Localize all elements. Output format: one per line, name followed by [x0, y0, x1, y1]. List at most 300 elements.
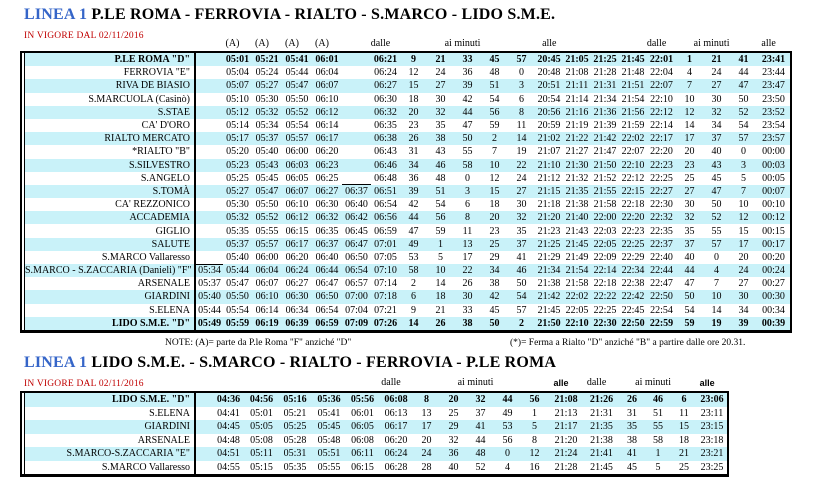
time-cell: 1: [532, 407, 537, 419]
time-cell: 41: [475, 421, 486, 433]
time-cell: 22:14: [650, 120, 673, 132]
time-cell: 35: [627, 421, 637, 433]
time-cell: 05:07: [226, 80, 249, 92]
time-cell: 15: [489, 185, 500, 197]
line-number-label: LINEA 1: [24, 6, 88, 23]
time-cell: 21:50: [537, 317, 561, 329]
station-name: ARSENALE: [25, 434, 195, 448]
time-cell: 07:05: [374, 251, 397, 263]
table-row: [25, 317, 790, 330]
time-cell: 00:30: [762, 291, 785, 303]
time-cell: 05:24: [255, 67, 279, 79]
table-row: [25, 393, 727, 407]
time-cell: 58: [462, 159, 473, 171]
time-cell: 4: [505, 461, 510, 473]
time-cell: 25: [684, 172, 695, 184]
time-cell: 20:48: [537, 67, 561, 79]
time-cell: 6: [411, 291, 416, 303]
time-cell: 20: [684, 146, 695, 158]
timetable1-column-headers: [20, 37, 785, 50]
time-cell: 05:34: [195, 264, 223, 277]
time-cell: 06:35: [315, 225, 339, 237]
time-cell: 52: [475, 461, 486, 473]
time-cell: 21:54: [621, 93, 645, 105]
time-cell: 23:18: [700, 434, 724, 446]
time-cell: 06:39: [285, 317, 309, 329]
time-cell: 47: [462, 120, 473, 132]
time-cell: 05:45: [317, 421, 341, 433]
time-cell: 00:10: [762, 199, 785, 211]
time-cell: 7: [492, 146, 497, 158]
time-cell: 47: [738, 80, 749, 92]
time-cell: 47: [711, 185, 722, 197]
time-cell: 42: [489, 291, 500, 303]
time-cell: 05:25: [226, 172, 249, 184]
time-cell: 05:05: [250, 421, 273, 433]
time-cell: 06:23: [315, 159, 339, 171]
time-cell: 44: [408, 212, 419, 224]
time-cell: 53: [408, 251, 419, 263]
time-cell: 06:07: [285, 185, 309, 197]
time-cell: 06:34: [285, 304, 309, 316]
time-cell: 57: [516, 54, 527, 66]
time-cell: 30: [738, 291, 749, 303]
time-cell: 27: [711, 80, 722, 92]
time-cell: [195, 93, 223, 106]
time-cell: 34: [738, 304, 749, 316]
time-cell: 40: [711, 146, 722, 158]
time-cell: 05:45: [255, 172, 279, 184]
time-cell: 1: [438, 238, 443, 250]
time-cell: 21:31: [593, 80, 617, 92]
time-cell: 24: [711, 67, 722, 79]
time-cell: 06:12: [315, 106, 339, 118]
time-cell: 22:20: [650, 146, 673, 158]
time-cell: 54: [738, 120, 749, 132]
time-cell: [195, 185, 223, 198]
time-cell: 06:05: [285, 172, 309, 184]
time-cell: 22:07: [621, 146, 645, 158]
time-cell: 46: [653, 394, 663, 406]
time-cell: 23: [489, 225, 500, 237]
time-cell: 22:03: [593, 225, 617, 237]
time-cell: 05:25: [283, 421, 307, 433]
time-cell: 00:27: [762, 278, 785, 290]
time-cell: 05:43: [255, 159, 279, 171]
time-cell: 06:54: [315, 304, 339, 316]
time-cell: 13: [421, 407, 432, 419]
time-cell: 23:21: [700, 448, 724, 460]
time-cell: 38: [489, 278, 500, 290]
station-name: RIVA DE BIASIO: [25, 79, 195, 92]
column-group-label: alle: [699, 377, 715, 388]
time-cell: 21:25: [593, 54, 617, 66]
time-cell: 06:15: [285, 225, 309, 237]
time-cell: 06:25: [315, 172, 339, 184]
time-cell: 34: [489, 265, 500, 277]
time-cell: 05:08: [250, 434, 273, 446]
time-cell: 12: [684, 106, 695, 118]
time-cell: 06:56: [374, 212, 397, 224]
time-cell: 06:14: [315, 120, 339, 132]
time-cell: 43: [711, 159, 722, 171]
station-name: LIDO S.M.E. "D": [25, 393, 195, 407]
time-cell: 06:17: [285, 238, 309, 250]
time-cell: 22:50: [621, 317, 645, 329]
time-cell: 53: [502, 421, 513, 433]
time-cell: [195, 393, 212, 407]
table-row: [25, 159, 790, 172]
column-group-label: ai minuti: [635, 377, 671, 388]
time-cell: 22:10: [565, 317, 589, 329]
time-cell: 00:12: [762, 212, 785, 224]
table-row: [25, 106, 790, 119]
timetable2-column-headers: [20, 376, 722, 389]
time-cell: 05:04: [226, 67, 249, 79]
time-cell: 22:18: [593, 278, 617, 290]
time-cell: 24: [738, 265, 749, 277]
time-cell: 22:10: [650, 93, 673, 105]
time-cell: 06:24: [285, 265, 309, 277]
time-cell: 05:36: [317, 394, 341, 406]
table-row: [25, 251, 790, 264]
time-cell: 22:05: [565, 304, 589, 316]
time-cell: 21: [711, 54, 722, 66]
time-cell: 5: [438, 251, 443, 263]
route-title: P.LE ROMA - FERROVIA - RIALTO - S.MARCO - LIDO S.M.E.: [91, 6, 556, 23]
station-name: S.MARCO Vallaresso: [25, 251, 195, 264]
time-cell: 32: [684, 212, 695, 224]
time-cell: 06:54: [345, 265, 368, 277]
time-cell: 21:08: [565, 67, 589, 79]
time-cell: 51: [435, 185, 446, 197]
time-cell: 06:40: [315, 251, 339, 263]
time-cell: 06:07: [255, 278, 279, 290]
station-name: P.LE ROMA "D": [25, 53, 195, 66]
time-cell: 33: [462, 304, 473, 316]
table-row: [25, 277, 790, 290]
time-cell: [342, 172, 371, 185]
time-cell: 00:03: [762, 159, 785, 171]
column-group-label: alle: [553, 377, 569, 388]
time-cell: 23:11: [700, 407, 724, 419]
time-cell: 06:00: [255, 251, 279, 263]
time-cell: 21:13: [554, 407, 578, 419]
time-cell: 04:45: [217, 421, 240, 433]
time-cell: 21:20: [554, 434, 578, 446]
time-cell: 05:35: [226, 225, 249, 237]
time-cell: 21:29: [537, 251, 561, 263]
time-cell: 21:42: [593, 133, 617, 145]
time-cell: [195, 145, 223, 158]
time-cell: 18: [435, 291, 446, 303]
header-spacer: [20, 37, 190, 50]
time-cell: 27: [435, 80, 446, 92]
column-group-label: (A): [255, 38, 269, 49]
time-cell: 22:15: [621, 185, 645, 197]
time-cell: 06:03: [285, 159, 309, 171]
table-row: [25, 79, 790, 92]
station-name: S.ANGELO: [25, 172, 195, 185]
time-cell: 06:11: [351, 448, 374, 460]
time-cell: 24: [435, 67, 446, 79]
time-cell: [342, 159, 371, 172]
time-cell: 06:19: [255, 317, 279, 329]
time-cell: 23:52: [762, 106, 785, 118]
time-cell: 06:24: [374, 67, 397, 79]
time-cell: 38: [627, 434, 637, 446]
time-cell: 06:48: [374, 172, 397, 184]
time-cell: 59: [684, 317, 695, 329]
time-cell: 21:14: [565, 93, 589, 105]
time-cell: 22:20: [621, 212, 645, 224]
time-cell: 15: [738, 225, 749, 237]
time-cell: 56: [435, 212, 446, 224]
time-cell: 57: [738, 133, 749, 145]
time-cell: 5: [532, 421, 537, 433]
time-cell: 05:30: [255, 93, 279, 105]
time-cell: 30: [516, 199, 527, 211]
time-cell: 21:28: [554, 461, 578, 473]
table-row: [25, 447, 727, 461]
time-cell: 22: [462, 265, 473, 277]
footnote-a: NOTE: (A)= parte da P.le Roma "F" anziché "D": [165, 338, 352, 348]
time-cell: 06:20: [285, 251, 309, 263]
time-cell: 22:12: [650, 106, 673, 118]
station-name: CA' D'ORO: [25, 119, 195, 132]
time-cell: 11: [462, 225, 473, 237]
time-cell: 05:47: [285, 80, 309, 92]
time-cell: 05:16: [283, 394, 307, 406]
time-cell: 22:04: [650, 67, 673, 79]
time-cell: [342, 106, 371, 119]
time-cell: 06:04: [255, 265, 279, 277]
time-cell: 58: [408, 265, 419, 277]
time-cell: 06:10: [315, 93, 339, 105]
time-cell: [195, 434, 212, 448]
time-cell: 20: [489, 212, 500, 224]
time-cell: 06:44: [315, 265, 339, 277]
time-cell: 06:27: [285, 278, 309, 290]
time-cell: 06:17: [384, 421, 408, 433]
time-cell: 22:07: [650, 80, 673, 92]
time-cell: 06:35: [374, 120, 397, 132]
time-cell: 06:59: [315, 317, 339, 329]
time-cell: 23: [684, 159, 695, 171]
time-cell: 58: [653, 434, 663, 446]
time-cell: 22:25: [621, 238, 645, 250]
time-cell: 45: [711, 172, 722, 184]
time-cell: 50: [738, 93, 749, 105]
station-name: *RIALTO "B": [25, 145, 195, 158]
time-cell: 48: [489, 67, 500, 79]
time-cell: 18: [489, 199, 500, 211]
time-cell: 06:27: [315, 185, 339, 197]
time-cell: 36: [462, 67, 473, 79]
column-group-label: ai minuti: [693, 38, 730, 49]
time-cell: 23:54: [762, 120, 785, 132]
time-cell: 11: [679, 407, 689, 419]
time-cell: 32: [516, 212, 527, 224]
time-cell: 1: [655, 448, 661, 460]
time-cell: 05:56: [350, 394, 375, 406]
header-spacer: [190, 37, 218, 50]
time-cell: 3: [519, 80, 524, 92]
time-cell: 12: [408, 67, 419, 79]
column-group-label: ai minuti: [457, 377, 494, 388]
time-cell: 06:00: [285, 146, 309, 158]
time-cell: 00:07: [762, 185, 785, 197]
time-cell: 06:01: [315, 54, 339, 66]
time-cell: 40: [684, 251, 695, 263]
time-cell: 00:05: [762, 172, 785, 184]
time-cell: 21:51: [621, 80, 645, 92]
time-cell: 22:02: [621, 133, 645, 145]
time-cell: 0: [505, 448, 510, 460]
time-cell: 05:51: [317, 448, 341, 460]
time-cell: 21:18: [537, 199, 561, 211]
table-row: [25, 461, 727, 475]
time-cell: 21:31: [590, 407, 613, 419]
time-cell: 21:56: [621, 106, 645, 118]
time-cell: 30: [462, 291, 473, 303]
time-cell: 52: [711, 212, 722, 224]
time-cell: 05:52: [285, 106, 309, 118]
time-cell: 14: [711, 304, 722, 316]
time-cell: [342, 53, 371, 66]
time-cell: 23:57: [762, 133, 785, 145]
time-cell: 06:24: [384, 448, 408, 460]
time-cell: 17: [421, 421, 432, 433]
time-cell: 5: [655, 461, 661, 473]
station-name: LIDO S.M.E. "D": [25, 317, 195, 330]
station-name: GIGLIO: [25, 224, 195, 237]
time-cell: 10: [711, 291, 722, 303]
time-cell: 21:59: [621, 120, 645, 132]
time-cell: 17: [462, 251, 473, 263]
time-cell: 29: [448, 421, 459, 433]
time-cell: 19: [711, 317, 722, 329]
time-cell: 05:31: [283, 448, 307, 460]
validity-date: IN VIGORE DAL 02/11/2016: [24, 31, 144, 41]
time-cell: 07:04: [345, 304, 368, 316]
time-cell: 05:55: [255, 225, 279, 237]
time-cell: 07:10: [374, 265, 397, 277]
time-cell: 15: [408, 80, 419, 92]
time-cell: 20:56: [537, 106, 561, 118]
time-cell: 05:41: [285, 54, 309, 66]
time-cell: 22:18: [621, 199, 645, 211]
station-name: S.SILVESTRO: [25, 159, 195, 172]
time-cell: 04:55: [217, 461, 240, 473]
time-cell: 05:44: [226, 265, 249, 277]
time-cell: 04:36: [216, 394, 241, 406]
time-cell: 21:54: [565, 265, 589, 277]
time-cell: 06:30: [285, 291, 309, 303]
time-cell: 04:56: [249, 394, 274, 406]
time-cell: 05:27: [255, 80, 279, 92]
time-cell: 07:01: [374, 238, 397, 250]
time-cell: 20: [421, 434, 432, 446]
time-cell: 48: [475, 448, 486, 460]
time-cell: 45: [627, 461, 637, 473]
time-cell: 06:57: [345, 278, 368, 290]
time-cell: 50: [489, 317, 500, 329]
time-cell: 33: [462, 54, 473, 66]
time-cell: 1: [687, 54, 692, 66]
time-cell: 06:42: [345, 212, 368, 224]
time-cell: 05:44: [285, 67, 309, 79]
time-cell: [342, 66, 371, 79]
time-cell: 05:37: [198, 278, 221, 290]
time-cell: 00:34: [762, 304, 785, 316]
time-cell: [195, 66, 223, 79]
time-cell: 20: [448, 394, 459, 406]
time-cell: 3: [741, 159, 746, 171]
time-cell: 8: [519, 106, 524, 118]
time-cell: 57: [516, 304, 527, 316]
station-name: CA' REZZONICO: [25, 198, 195, 211]
time-cell: 25: [489, 238, 500, 250]
column-group-label: ai minuti: [444, 38, 481, 49]
time-cell: 37: [711, 133, 722, 145]
time-cell: 05:15: [250, 461, 273, 473]
time-cell: 22:30: [593, 317, 617, 329]
time-cell: 37: [516, 238, 527, 250]
station-name: S.MARCUOLA (Casinò): [25, 93, 195, 106]
time-cell: 49: [502, 407, 513, 419]
time-cell: 51: [653, 407, 663, 419]
time-cell: 23:25: [700, 461, 724, 473]
table-row: [25, 93, 790, 106]
time-cell: 22:34: [621, 265, 645, 277]
station-name: RIALTO MERCATO: [25, 132, 195, 145]
time-cell: 22:10: [621, 159, 645, 171]
time-cell: 49: [408, 238, 419, 250]
time-cell: 10: [738, 199, 749, 211]
station-name: S.TOMÀ: [25, 185, 195, 198]
time-cell: 05:59: [225, 317, 250, 329]
table-row: [25, 420, 727, 434]
time-cell: 21:28: [593, 67, 617, 79]
time-cell: 25: [679, 461, 689, 473]
time-cell: 21:34: [537, 265, 561, 277]
time-cell: 6: [681, 394, 687, 406]
time-cell: 45: [489, 304, 500, 316]
time-cell: [342, 119, 371, 132]
time-cell: 22:00: [593, 212, 617, 224]
time-cell: 05:10: [226, 93, 249, 105]
time-cell: 00:39: [761, 317, 786, 329]
time-cell: 21: [679, 448, 689, 460]
time-cell: 07:14: [374, 278, 397, 290]
time-cell: 06:08: [351, 434, 374, 446]
time-cell: 8: [424, 394, 429, 406]
time-cell: [195, 53, 223, 66]
time-cell: 23:50: [762, 93, 785, 105]
time-cell: 59: [489, 120, 500, 132]
time-cell: 05:52: [255, 212, 279, 224]
time-cell: 22:35: [650, 225, 673, 237]
time-cell: 21:49: [565, 251, 589, 263]
time-cell: 39: [462, 80, 473, 92]
time-cell: 21:50: [593, 159, 617, 171]
time-cell: [342, 79, 371, 92]
time-cell: 06:32: [315, 212, 339, 224]
time-cell: 20: [738, 251, 749, 263]
time-cell: 26: [435, 317, 446, 329]
time-cell: 06:15: [351, 461, 374, 473]
